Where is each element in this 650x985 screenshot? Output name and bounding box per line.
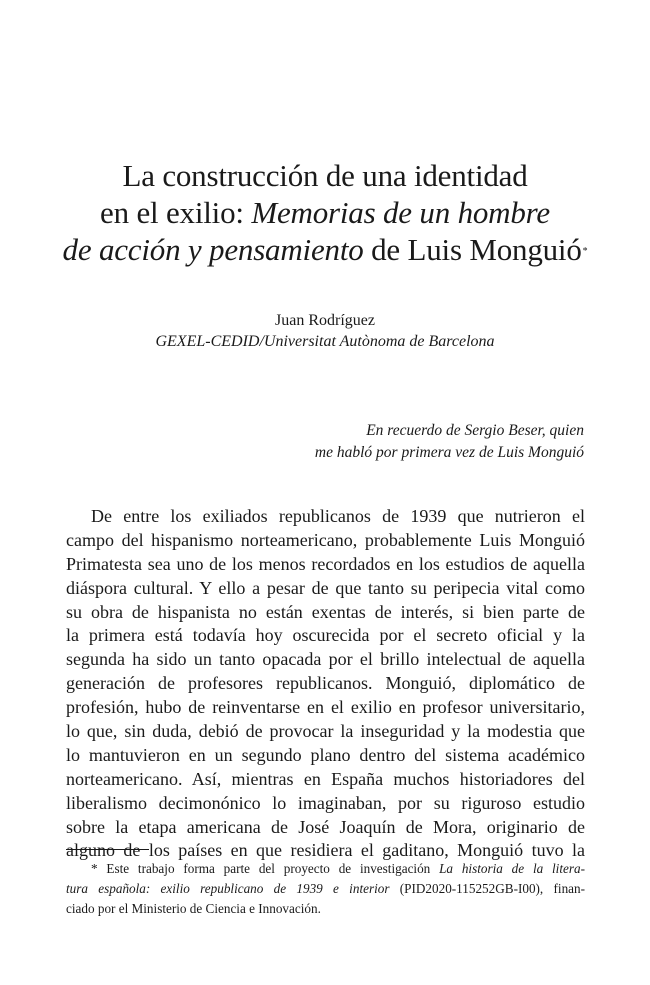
title-line-3-italic: de acción y pensamiento: [62, 232, 364, 267]
title-line-3-plain: de Luis Monguió: [363, 232, 582, 267]
body-line: alguno de los países en que residiera el gaditano, Monguió tuvo la: [66, 840, 585, 861]
body-line: liberalismo decimonónico lo imaginaban, por su riguroso estudio: [66, 792, 585, 813]
footnote: [66, 859, 585, 919]
body-line: Primatesta sea uno de los menos recordados en los estudios de aquella: [66, 553, 585, 574]
body-line: De entre los exiliados republicanos de 1939 que nutrieron el: [91, 506, 585, 526]
title-line-3: [40, 231, 610, 268]
footnote-line-3: ciado por el Ministerio de Ciencia e Innovación.: [66, 901, 321, 916]
article-title: [40, 157, 610, 268]
author-affiliation: GEXEL-CEDID/Universitat Autònoma de Barcelona: [155, 333, 495, 350]
footnote-line-2-plain: (PID2020-115252GB-I00), finan-: [389, 881, 585, 896]
body-line: su obra de hispanista no están exentas de interés, si bien parte de: [66, 601, 585, 622]
footnote-mark: *: [91, 861, 98, 876]
body-line: segunda ha sido un tanto opacada por el brillo intelectual de aquella: [66, 649, 585, 670]
title-line-2-plain: en el exilio:: [100, 195, 252, 230]
body-line: la primera está todavía hoy oscurecida por el secreto oficial y la: [66, 625, 585, 646]
body-line: sobre la etapa americana de José Joaquín de Mora, originario de: [66, 816, 585, 837]
body-line: generación de profesores republicanos. Monguió, diplomático de: [66, 673, 585, 694]
title-line-1: La construcción de una identidad: [122, 158, 528, 193]
title-line-2: [40, 194, 610, 231]
body-line: profesión, hubo de reinventarse en el exilio en profesor universitario,: [66, 697, 585, 718]
footnote-line-2-italic: tura española: exilio republicano de 1939 e interior: [66, 881, 390, 896]
dedication-line-2: me habló por primera vez de Luis Monguió: [314, 444, 584, 461]
footnote-line-1-italic: La historia de la litera-: [439, 861, 585, 876]
title-line-2-italic: Memorias de un hombre: [251, 195, 550, 230]
footnote-line-2: [66, 879, 585, 899]
footnote-line-1: [66, 859, 585, 879]
title-footnote-mark: *: [582, 246, 588, 257]
dedication: [315, 420, 584, 464]
footnote-line-1-plain: Este trabajo forma parte del proyecto de investigación: [97, 861, 440, 876]
body-line: lo que, sin duda, debió de provocar la inseguridad y la modestia que: [66, 721, 585, 742]
dedication-line-1: En recuerdo de Sergio Beser, quien: [366, 422, 584, 439]
body-line: norteamericano. Así, mientras en España muchos historiadores del: [66, 768, 585, 789]
body-paragraph: [66, 505, 585, 863]
body-line: campo del hispanismo norteamericano, probablemente Luis Monguió: [66, 529, 585, 550]
body-line: lo mantuvieron en un segundo plano dentro del sistema académico: [66, 744, 585, 765]
author-name: Juan Rodríguez: [275, 312, 375, 329]
footnote-separator: [66, 849, 149, 850]
body-line: diáspora cultural. Y ello a pesar de que tanto su peripecia vital como: [66, 577, 585, 598]
